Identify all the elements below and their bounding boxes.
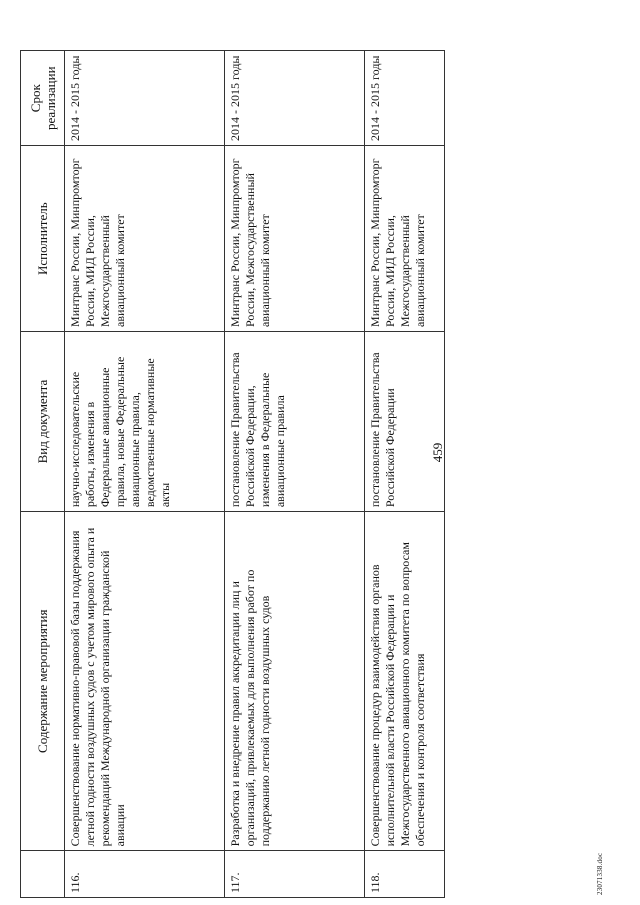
row-doc-type: научно-исследовательские работы, изменения в Федеральные авиационные правила, новые Федеральные авиационные правила, ведомственные нормативные акты: [65, 331, 225, 511]
row-executor: Минтранс России, Минпромторг России, Межгосударственный авиационный комитет: [225, 146, 365, 332]
row-executor: Минтранс России, Минпромторг России, МИД России, Межгосударственный авиационный комитет: [65, 146, 225, 332]
table-row: [65, 51, 225, 898]
measures-table: [20, 50, 445, 898]
row-doc-type: постановление Правительства Российской Федерации, изменения в Федеральные авиационные правила: [225, 331, 365, 511]
header-term: Срок реализации: [21, 51, 65, 146]
page-number: 459: [430, 442, 445, 463]
header-num: [21, 851, 65, 898]
header-doc-type: Вид документа: [21, 331, 65, 511]
row-term: 2014 - 2015 годы: [65, 51, 225, 146]
row-term: 2014 - 2015 годы: [365, 51, 445, 146]
row-term: 2014 - 2015 годы: [225, 51, 365, 146]
row-number: 116.: [65, 851, 225, 898]
header-content: Содержание мероприятия: [21, 512, 65, 851]
table-row: [365, 51, 445, 898]
row-number: 117.: [225, 851, 365, 898]
row-doc-type: постановление Правительства Российской Федерации: [365, 331, 445, 511]
row-content: Разработка и внедрение правил аккредитации лиц и организаций, привлекаемых для выполнения работ по поддержанию летной годности воздушных судов: [225, 512, 365, 851]
row-content: Совершенствование процедур взаимодействия органов исполнительной власти Российской Федерации и Межгосударственного авиационного комитета по вопросам обеспечения и контроля соответствия: [365, 512, 445, 851]
header-executor: Исполнитель: [21, 146, 65, 332]
row-executor: Минтранс России, Минпромторг России, МИД России, Межгосударственный авиационный комитет: [365, 146, 445, 332]
table-row: [225, 51, 365, 898]
footer-filename: 23071338.doc: [596, 852, 604, 895]
row-content: Совершенствование нормативно-правовой базы поддержания летной годности воздушных судов с учетом мирового опыта и рекомендаций Международной организации гражданской авиации: [65, 512, 225, 851]
table-header-row: [21, 51, 65, 898]
row-number: 118.: [365, 851, 445, 898]
